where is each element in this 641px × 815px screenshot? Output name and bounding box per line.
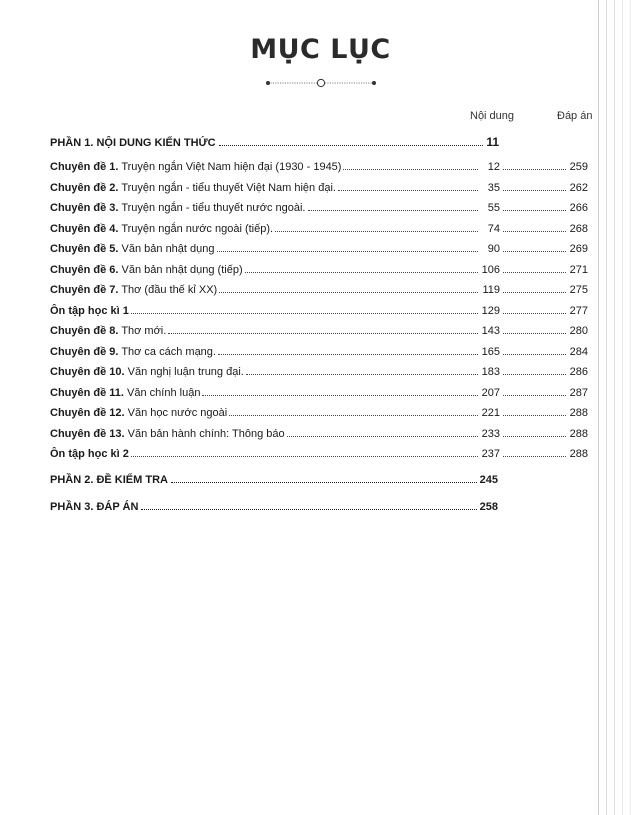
divider-ornament bbox=[265, 76, 377, 90]
dot-leader bbox=[131, 305, 478, 314]
toc-entry[interactable] bbox=[50, 346, 588, 362]
dot-leader bbox=[503, 407, 566, 416]
toc-entry[interactable] bbox=[50, 407, 588, 423]
entry-title bbox=[50, 305, 129, 317]
entry-prefix: Chuyên đề 12. bbox=[50, 407, 125, 419]
entry-prefix: Chuyên đề 2. bbox=[50, 181, 119, 194]
dot-leader bbox=[503, 346, 566, 355]
part-heading[interactable] bbox=[50, 474, 498, 490]
page-edge bbox=[630, 0, 631, 815]
part-label: PHẦN 3. ĐÁP ÁN bbox=[50, 501, 139, 513]
entry-page: 106 bbox=[481, 263, 500, 276]
entry-answer-page: 266 bbox=[569, 202, 588, 214]
entry-prefix: Chuyên đề 13. bbox=[50, 427, 125, 440]
dot-leader bbox=[229, 407, 478, 416]
page-edge bbox=[598, 0, 599, 815]
page-title: MỤC LỤC bbox=[250, 34, 391, 65]
page-edge bbox=[614, 0, 615, 815]
dot-leader bbox=[171, 474, 477, 483]
toc-entry[interactable] bbox=[50, 182, 588, 198]
entry-title bbox=[50, 346, 216, 358]
column-header-content: Nội dung bbox=[470, 110, 515, 122]
entry-text: Văn bản nhật dụng (tiếp) bbox=[121, 263, 243, 276]
dot-leader bbox=[343, 161, 478, 170]
dot-leader bbox=[308, 202, 479, 211]
entry-answer-page: 288 bbox=[569, 407, 588, 419]
entry-text: Văn học nước ngoài bbox=[127, 407, 228, 419]
entry-text: Truyện ngắn nước ngoài (tiếp). bbox=[121, 222, 274, 235]
toc-entry[interactable] bbox=[50, 284, 588, 300]
entry-title bbox=[50, 182, 336, 194]
entry-page: 35 bbox=[487, 181, 500, 194]
entry-text: Truyện ngắn - tiểu thuyết Việt Nam hiện đại. bbox=[121, 181, 336, 194]
entry-text: Văn chính luận bbox=[127, 386, 201, 399]
entry-prefix: Chuyên đề 6. bbox=[50, 263, 119, 276]
part-page: 11 bbox=[486, 135, 499, 149]
entry-title bbox=[50, 202, 306, 214]
entry-prefix: Chuyên đề 5. bbox=[50, 243, 119, 255]
dot-leader bbox=[218, 346, 478, 355]
toc-entry[interactable] bbox=[50, 161, 588, 177]
entry-text: Văn nghị luận trung đại. bbox=[127, 366, 244, 378]
dot-leader bbox=[338, 182, 478, 191]
entry-title bbox=[50, 387, 200, 399]
part-page: 258 bbox=[479, 501, 498, 513]
entry-page: 119 bbox=[482, 284, 500, 296]
entry-title bbox=[50, 264, 243, 276]
column-header-answers: Đáp án bbox=[557, 110, 593, 122]
dot-leader bbox=[245, 264, 478, 273]
entry-text: Truyện ngắn - tiểu thuyết nước ngoài. bbox=[121, 202, 306, 214]
entry-title bbox=[50, 223, 273, 235]
entry-page: 129 bbox=[481, 304, 500, 317]
entry-title bbox=[50, 407, 227, 419]
part-label: PHẦN 2. ĐỀ KIỂM TRA bbox=[50, 474, 168, 486]
entry-page: 233 bbox=[481, 427, 500, 440]
entry-title bbox=[50, 243, 215, 255]
entry-prefix: Ôn tập học kì 2 bbox=[50, 448, 129, 460]
entry-answer-page: 284 bbox=[569, 345, 588, 358]
dot-leader bbox=[503, 202, 566, 211]
entry-text: Thơ ca cách mạng. bbox=[121, 345, 216, 358]
entry-text: Văn bản hành chính: Thông báo bbox=[127, 427, 285, 440]
dot-leader bbox=[168, 325, 478, 334]
dot-leader bbox=[131, 448, 478, 457]
toc-entry[interactable] bbox=[50, 428, 588, 444]
entry-page: 55 bbox=[487, 202, 500, 214]
dot-leader bbox=[202, 387, 478, 396]
entry-answer-page: 271 bbox=[569, 263, 588, 276]
entry-title bbox=[50, 428, 285, 440]
entry-page: 207 bbox=[481, 386, 500, 399]
entry-title bbox=[50, 161, 341, 173]
entry-answer-page: 268 bbox=[569, 222, 588, 235]
page-edge bbox=[606, 0, 607, 815]
entry-prefix: Chuyên đề 1. bbox=[50, 161, 119, 173]
dot-leader bbox=[503, 243, 566, 252]
entry-title bbox=[50, 366, 244, 378]
entry-prefix: Ôn tập học kì 1 bbox=[50, 304, 129, 317]
entry-prefix: Chuyên đề 7. bbox=[50, 284, 119, 296]
entry-answer-page: 277 bbox=[569, 304, 588, 317]
entry-title bbox=[50, 448, 129, 460]
dot-leader bbox=[503, 366, 566, 375]
dot-leader bbox=[503, 264, 566, 273]
entry-prefix: Chuyên đề 10. bbox=[50, 366, 125, 378]
toc-entry[interactable] bbox=[50, 325, 588, 341]
entry-text: Truyện ngắn Việt Nam hiện đại (1930 - 1945) bbox=[121, 161, 342, 173]
entry-page: 165 bbox=[481, 345, 500, 358]
part-heading[interactable] bbox=[50, 135, 499, 151]
dot-leader bbox=[246, 366, 478, 375]
part-page: 245 bbox=[479, 474, 498, 486]
part-label: PHẦN 1. NỘI DUNG KIẾN THỨC bbox=[50, 137, 216, 149]
dot-leader bbox=[503, 448, 566, 457]
entry-answer-page: 262 bbox=[569, 181, 588, 194]
entry-prefix: Chuyên đề 4. bbox=[50, 222, 119, 235]
entry-page: 221 bbox=[481, 407, 500, 419]
entry-prefix: Chuyên đề 3. bbox=[50, 202, 119, 214]
dot-leader bbox=[141, 501, 476, 510]
dot-leader bbox=[217, 243, 478, 252]
entry-answer-page: 269 bbox=[569, 243, 588, 255]
dot-leader bbox=[503, 182, 566, 191]
entry-page: 74 bbox=[487, 222, 500, 235]
entry-answer-page: 275 bbox=[569, 284, 588, 296]
entry-prefix: Chuyên đề 9. bbox=[50, 345, 119, 358]
entry-page: 143 bbox=[481, 325, 500, 337]
entry-answer-page: 259 bbox=[569, 161, 588, 173]
dot-leader bbox=[503, 223, 566, 232]
toc-entry[interactable] bbox=[50, 366, 588, 382]
toc-entry[interactable] bbox=[50, 448, 588, 464]
dot-leader bbox=[503, 305, 566, 314]
dot-leader bbox=[275, 223, 478, 232]
entry-page: 90 bbox=[487, 243, 500, 255]
entry-page: 183 bbox=[481, 366, 500, 378]
entry-title bbox=[50, 325, 166, 337]
entry-text: Thơ mới. bbox=[121, 325, 167, 337]
dot-leader bbox=[287, 428, 478, 437]
entry-answer-page: 288 bbox=[569, 427, 588, 440]
toc-entry[interactable] bbox=[50, 305, 588, 321]
entry-answer-page: 288 bbox=[569, 448, 588, 460]
dot-leader bbox=[219, 284, 478, 293]
entry-text: Văn bản nhật dụng bbox=[121, 243, 215, 255]
entry-answer-page: 280 bbox=[569, 325, 588, 337]
dot-leader bbox=[503, 428, 566, 437]
toc-entry[interactable] bbox=[50, 243, 588, 259]
dot-leader bbox=[503, 161, 566, 170]
entry-prefix: Chuyên đề 11. bbox=[50, 386, 124, 399]
dot-leader bbox=[503, 325, 566, 334]
toc-entry[interactable] bbox=[50, 264, 588, 280]
toc-entry[interactable] bbox=[50, 223, 588, 239]
entry-text: Thơ (đầu thế kỉ XX) bbox=[121, 284, 218, 296]
entry-page: 12 bbox=[487, 161, 500, 173]
entry-answer-page: 286 bbox=[569, 366, 588, 378]
entry-prefix: Chuyên đề 8. bbox=[50, 325, 119, 337]
dot-leader bbox=[503, 284, 566, 293]
toc-entry[interactable] bbox=[50, 202, 588, 218]
dot-leader bbox=[503, 387, 566, 396]
part-heading[interactable] bbox=[50, 501, 498, 517]
entry-title bbox=[50, 284, 217, 296]
dot-leader bbox=[219, 137, 484, 146]
toc-entry[interactable] bbox=[50, 387, 588, 403]
entry-answer-page: 287 bbox=[569, 386, 588, 399]
entry-page: 237 bbox=[481, 448, 500, 460]
page-edge bbox=[622, 0, 623, 815]
